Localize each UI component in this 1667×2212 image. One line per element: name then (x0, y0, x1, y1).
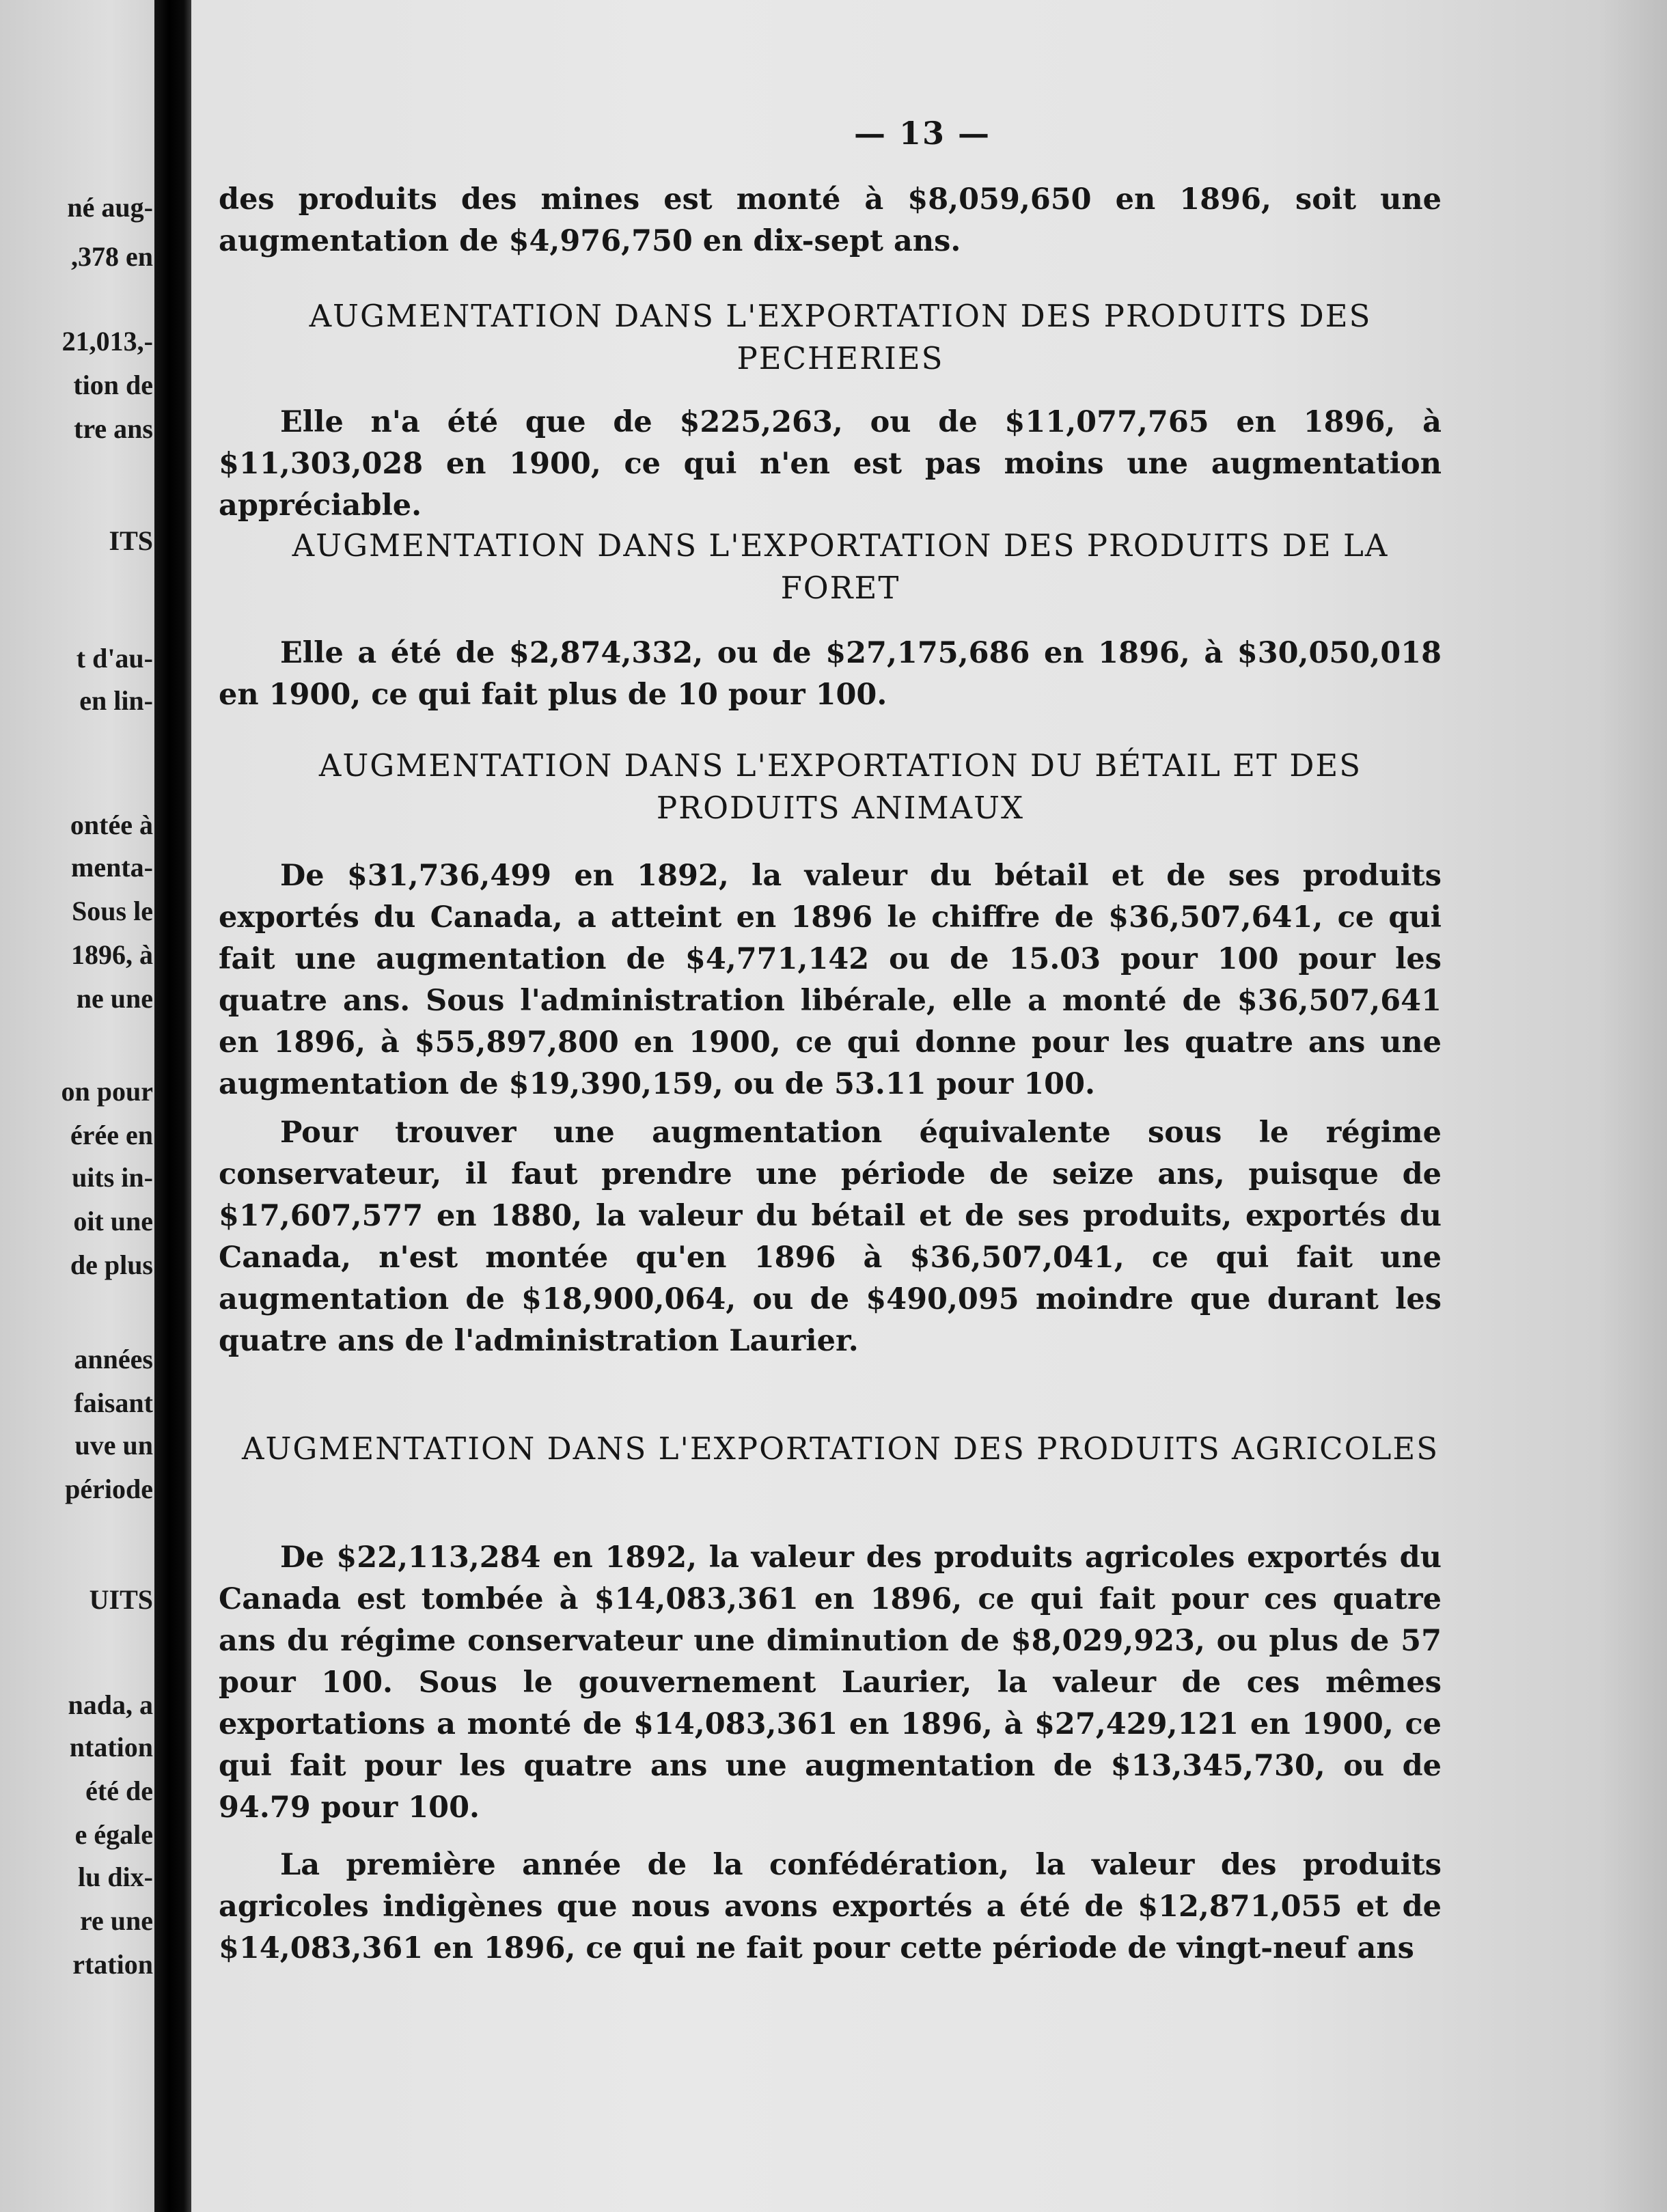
facing-page-line: faisant (74, 1387, 153, 1418)
facing-page-line: ITS (109, 525, 153, 556)
paragraph-text: De $22,113,284 en 1892, la valeur des produits agricoles exportés du Canada est tombée à $14,083,361 en 1896, ce qui fait pour ces quatre ans du régime conservateur une diminution de $8,029,923, ou plus de 57 pour 100. Sous le gouvernement Laurier, la valeur de ces mêmes exportations a monté de $14,083,361 en 1896, à $27,429,121 en 1900, ce qui fait pour les quatre ans une augmentation de $13,345,730, ou de 94.79 pour 100. (219, 1540, 1442, 1825)
section-heading (232, 1428, 1448, 1470)
paragraph-text: Elle a été de $2,874,332, ou de $27,175,686 en 1896, à $30,050,018 en 1900, ce qui fait plus de 10 pour 100. (219, 636, 1442, 712)
paragraph (219, 1112, 1442, 1362)
paragraph-text: des produits des mines est monté à $8,059,650 en 1896, soit une augmentation de $4,976,750 en dix-sept ans. (219, 182, 1442, 258)
paragraph-text: Elle n'a été que de $225,263, ou de $11,077,765 en 1896, à $11,303,028 en 1900, ce qui n'en est pas moins une augmentation appréciable. (219, 405, 1442, 523)
book-binding-gutter (154, 0, 191, 2212)
facing-page-line: menta- (71, 852, 153, 883)
paragraph-text: Pour trouver une augmentation équivalente sous le régime conservateur, il faut prendre une période de seize ans, puisque de $17,607,577 en 1880, la valeur du bétail et de ses produits, exportés du Canada, n'est montée qu'en 1896 à $36,507,041, ce qui fait une augmentation de $18,900,064, ou de $490,095 moindre que durant les quatre ans de l'administration Laurier. (219, 1116, 1442, 1358)
facing-page-line: années (74, 1344, 153, 1374)
facing-page-line: période (65, 1474, 153, 1504)
section-heading (232, 745, 1448, 829)
facing-page-line: été de (85, 1775, 153, 1806)
paragraph (219, 1844, 1442, 1969)
paragraph-text: De $31,736,499 en 1892, la valeur du bétail et de ses produits exportés du Canada, a atteint en 1896 le chiffre de $36,507,641, ce qui fait une augmentation de $4,771,142 ou de 15.03 pour 100 pour les quatre ans. Sous l'administration libérale, elle a monté de $36,507,641 en 1896, à $55,897,800 en 1900, ce qui donne pour les quatre ans une augmentation de $19,390,159, ou de 53.11 pour 100. (219, 859, 1442, 1101)
facing-page-line: UITS (89, 1584, 153, 1615)
document-page (198, 0, 1667, 2212)
facing-page-fragment (0, 0, 157, 2212)
facing-page-line: oit une (73, 1206, 153, 1236)
paragraph (219, 633, 1442, 716)
facing-page-line: nada, a (68, 1689, 153, 1720)
facing-page-line: de plus (70, 1249, 153, 1280)
facing-page-line: 1896, à (71, 939, 153, 970)
facing-page-line: rtation (72, 1949, 153, 1980)
paragraph (219, 402, 1442, 527)
facing-page-line: Sous le (72, 896, 153, 926)
facing-page-line: t d'au- (76, 643, 153, 674)
facing-page-line: uits in- (72, 1162, 153, 1193)
facing-page-line: ntation (69, 1732, 153, 1762)
page-edge-shadow (1599, 0, 1667, 2212)
facing-page-line: tre ans (74, 413, 153, 444)
paragraph (219, 855, 1442, 1105)
facing-page-line: e égale (74, 1819, 153, 1850)
facing-page-line: 21,013,- (61, 326, 153, 357)
facing-page-line: re une (79, 1905, 153, 1936)
paragraph (219, 179, 1442, 262)
facing-page-line: tion de (73, 370, 153, 400)
page-number: — 13 — (853, 115, 991, 152)
section-heading (232, 525, 1448, 609)
heading-text: AUGMENTATION DANS L'EXPORTATION DES PRODUITS DE LA FORET (292, 527, 1389, 606)
heading-text: AUGMENTATION DANS L'EXPORTATION DES PRODUITS DES PECHERIES (309, 298, 1372, 376)
section-heading (232, 295, 1448, 380)
facing-page-line: on pour (61, 1076, 153, 1107)
facing-page-line: en lin- (79, 685, 153, 716)
facing-page-line: lu dix- (77, 1862, 153, 1892)
facing-page-line: ne une (76, 983, 153, 1014)
facing-page-line: né aug- (67, 192, 153, 223)
facing-page-line: uve un (74, 1430, 153, 1461)
heading-text: AUGMENTATION DANS L'EXPORTATION DES PRODUITS AGRICOLES (241, 1430, 1439, 1467)
paragraph (219, 1537, 1442, 1829)
facing-page-line: érée en (70, 1120, 153, 1150)
facing-page-line: ontée à (70, 810, 153, 840)
facing-page-line: ,378 en (71, 241, 153, 272)
paragraph-text: La première année de la confédération, la valeur des produits agricoles indigènes que nous avons exportés a été de $12,871,055 et de $14,083,361 en 1896, ce qui ne fait pour cette période de vingt-neuf ans (219, 1848, 1442, 1965)
heading-text: AUGMENTATION DANS L'EXPORTATION DU BÉTAIL ET DES PRODUITS ANIMAUX (318, 747, 1362, 826)
